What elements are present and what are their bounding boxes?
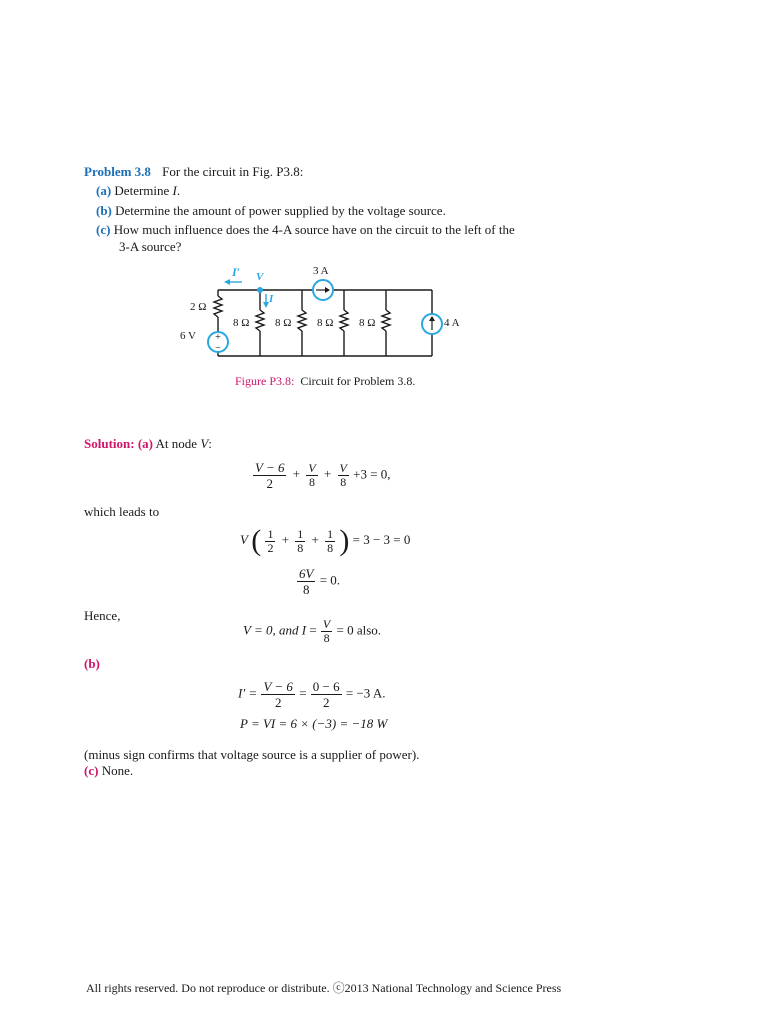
label-8ohm-1: 8 Ω bbox=[233, 317, 250, 329]
solution-heading bbox=[84, 436, 212, 452]
numerator: 1 bbox=[297, 526, 304, 541]
minus-sign: − bbox=[215, 343, 221, 354]
fraction bbox=[321, 618, 332, 645]
problem-intro: For the circuit in Fig. P3.8: bbox=[162, 164, 304, 179]
numerator: V − 6 bbox=[263, 679, 293, 694]
numerator: 6V bbox=[299, 566, 314, 581]
denominator: 8 bbox=[327, 540, 334, 555]
problem-part-c bbox=[96, 222, 515, 238]
resistor-8ohm-3 bbox=[340, 310, 348, 331]
numerator: V bbox=[308, 461, 316, 475]
resistor-8ohm-4 bbox=[382, 310, 390, 331]
equation-lhs: I′ = bbox=[238, 685, 258, 701]
equation-tail: = 3 − 3 = 0 bbox=[352, 531, 411, 547]
denominator: 2 bbox=[267, 540, 274, 555]
problem-part-c-cont: 3-A source? bbox=[119, 239, 182, 254]
part-text-end: . bbox=[176, 183, 181, 198]
hence-text: Hence, bbox=[84, 608, 121, 623]
label-8ohm-4: 8 Ω bbox=[359, 317, 376, 329]
label-8ohm-3: 8 Ω bbox=[317, 317, 334, 329]
equation-factored: V ( $\frac{1}{2}$ + $\frac{1}{8}$ + $\frac{1}{8}$ ) = 3 − 3 = 0 bbox=[240, 524, 411, 557]
part-text: Determine the amount of power supplied by the voltage source. bbox=[115, 203, 446, 218]
part-tag: (b) bbox=[96, 203, 112, 218]
numerator: 0 − 6 bbox=[312, 679, 340, 694]
equation-simplified bbox=[296, 566, 340, 597]
numerator: V bbox=[339, 461, 347, 475]
denominator: 8 bbox=[302, 582, 310, 597]
denominator: 8 bbox=[297, 540, 304, 555]
fraction bbox=[253, 460, 286, 491]
intro-colon: : bbox=[208, 436, 212, 451]
fraction bbox=[311, 679, 342, 710]
caption-text: Circuit for Problem 3.8. bbox=[300, 374, 416, 388]
fraction bbox=[306, 462, 317, 489]
equation-result-a bbox=[243, 618, 381, 645]
equation-current bbox=[238, 679, 385, 710]
node-var: V bbox=[200, 436, 209, 451]
fraction bbox=[325, 528, 335, 555]
caption-label: Figure P3.8: bbox=[235, 374, 295, 388]
fraction bbox=[338, 462, 349, 489]
part-var: I bbox=[172, 183, 177, 198]
resistor-8ohm-2 bbox=[298, 310, 306, 331]
part-text: Determine bbox=[114, 183, 173, 198]
problem-label: Problem 3.8 bbox=[84, 164, 151, 179]
numerator: V bbox=[322, 617, 331, 631]
label-8ohm-2: 8 Ω bbox=[275, 317, 292, 329]
part-a-intro: At node bbox=[155, 436, 201, 451]
part-c-label: (c) bbox=[84, 763, 99, 778]
var-v: V bbox=[240, 531, 248, 547]
resistor-8ohm-1 bbox=[256, 310, 264, 331]
equation-tail: = 0 also. bbox=[336, 622, 382, 638]
fraction bbox=[265, 528, 275, 555]
part-a-label: (a) bbox=[137, 436, 153, 451]
label-4a: 4 A bbox=[444, 317, 460, 329]
sign-note: (minus sign confirms that voltage source is a supplier of power). bbox=[84, 747, 420, 762]
node-v-dot bbox=[257, 287, 263, 293]
problem-part-b bbox=[96, 203, 446, 219]
solution-label: Solution: bbox=[84, 436, 135, 451]
denominator: 2 bbox=[322, 695, 330, 710]
label-6v: 6 V bbox=[180, 330, 196, 342]
problem-part-a bbox=[96, 183, 180, 199]
equation-tail: = 0. bbox=[319, 572, 341, 588]
fraction bbox=[261, 679, 294, 710]
var-i: I bbox=[301, 622, 307, 638]
label-node-v: V bbox=[256, 271, 264, 283]
arrow-left-icon bbox=[224, 279, 230, 285]
part-text: How much influence does the 4-A source have on the circuit to the left of the bbox=[113, 222, 515, 237]
figure-caption bbox=[235, 374, 415, 389]
problem-heading bbox=[84, 164, 303, 180]
equation-power: P = VI = 6 × (−3) = −18 W bbox=[240, 716, 388, 731]
numerator: 1 bbox=[267, 526, 274, 541]
part-b-label: (b) bbox=[84, 656, 100, 671]
equals: = bbox=[299, 685, 307, 701]
label-2ohm: 2 Ω bbox=[190, 301, 207, 313]
circuit-diagram bbox=[170, 258, 460, 370]
equation-node-v: $\frac{V - 6}{2}$ + $\frac{V}{8}$ + $\frac{V}{8}$ +3 = 0, bbox=[255, 460, 391, 491]
plus-sign: + bbox=[215, 332, 221, 343]
label-i: I bbox=[269, 293, 274, 305]
fraction bbox=[295, 528, 305, 555]
equation-pre: V = 0, and bbox=[243, 622, 302, 638]
part-tag: (a) bbox=[96, 183, 112, 198]
footer-copyright: All rights reserved. Do not reproduce or distribute. ⓒ2013 National Technology and Science Press bbox=[86, 981, 562, 995]
denominator: 8 bbox=[340, 475, 347, 489]
denominator: 8 bbox=[323, 631, 330, 645]
label-3a: 3 A bbox=[313, 265, 329, 277]
equation-tail: +3 = 0, bbox=[353, 466, 391, 482]
denominator: 2 bbox=[266, 476, 273, 491]
numerator: V − 6 bbox=[255, 460, 285, 475]
equation-tail: = −3 A. bbox=[345, 685, 386, 701]
label-i-prime: I′ bbox=[232, 265, 241, 279]
denominator: 2 bbox=[274, 695, 282, 710]
part-tag: (c) bbox=[96, 222, 111, 237]
denominator: 8 bbox=[309, 475, 315, 489]
part-c-answer bbox=[84, 763, 133, 779]
leads-to-text: which leads to bbox=[84, 504, 160, 519]
part-c-text: None. bbox=[101, 763, 134, 778]
fraction bbox=[297, 566, 315, 597]
resistor-2ohm bbox=[214, 296, 222, 317]
equals: = bbox=[306, 622, 320, 638]
numerator: 1 bbox=[327, 526, 334, 541]
